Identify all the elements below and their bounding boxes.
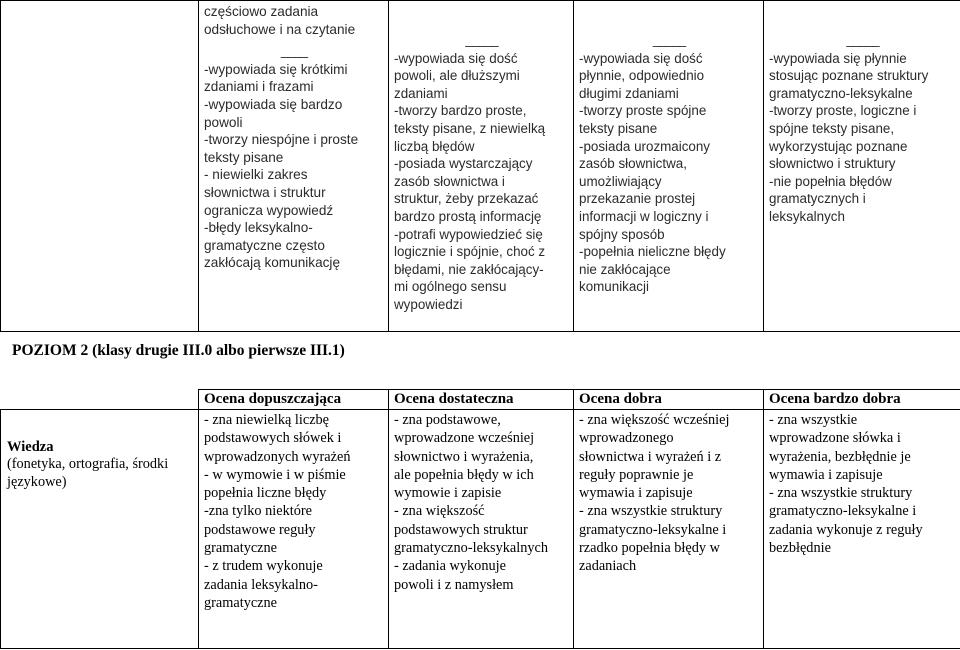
header-row [1,390,960,410]
cell-grade-2: - zna niewielką liczbę podstawowych słówek i wprowadzonych wyrażeń - w wymowie i w piśmie popełnia liczne błędy -zna tylko niektóre podstawowe reguły gramatyczne - z trudem wykonuje zadania leksykalno- gramatyczne [199,410,389,649]
cell-grade-1 [199,1,389,332]
category-cell [1,410,199,649]
category-description: (fonetyka, ortografia, środki językowe) [7,456,169,490]
criteria-table-level-2 [0,389,960,649]
header-grade-4: Ocena dobra [574,390,764,410]
table-row [1,410,960,649]
category-title: Wiedza [7,439,54,455]
cell-grade-4: - zna większość wcześniej wprowadzonego słownictwa i wyrażeń i z reguły poprawnie je wymawia i zapisuje - zna wszystkie struktury gramatyczno-leksykalne i rzadko popełnia błędy w zadaniach [574,410,764,649]
cell-text: -wypowiada się dość płynnie, odpowiednio długimi zdaniami -tworzy proste spójne teksty pisane -posiada urozmaicony zasób słownictwa, umożliwiający przekazanie prostej informacji w logiczny i spójny sposób -popełnia nieliczne błędy nie zakłócające komunikacji [579,50,726,295]
empty-header-cell [1,390,199,410]
header-grade-5: Ocena bardzo dobra [764,390,960,410]
cell-grade-4 [764,1,960,332]
separator-line: ____ [280,43,308,59]
separator-line: _____ [652,32,686,47]
empty-category-cell [1,1,199,332]
separator-line: _____ [846,32,879,47]
cell-grade-3: - zna podstawowe, wprowadzone wcześniej słownictwo i wyrażenia, ale popełnia błędy w ich wymowie i zapisie - zna większość podstawowych struktur gramatyczno-leksykalnych - zadania wykonuje powoli i z namysłem [389,410,574,649]
table-row [1,1,960,332]
cell-grade-3 [574,1,764,332]
level-heading: POZIOM 2 (klasy drugie III.0 albo pierwsze III.1) [12,342,345,359]
cell-text [204,3,384,272]
cell-text: -wypowiada się płynnie stosując poznane struktury gramatyczno-leksykalne -tworzy proste, logiczne i spójne teksty pisane, wykorzystując poznane słownictwo i struktury -nie popełnia błędów gramatycznych i leksykalnych [769,50,929,224]
header-grade-3: Ocena dostateczna [389,390,574,410]
cell-grade-5: - zna wszystkie wprowadzone słówka i wyrażenia, bezbłędnie je wymawia i zapisuje - zna wszystkie struktury gramatyczno-leksykalne i zadania wykonuje z reguły bezbłędnie [764,410,960,649]
cell-text: -wypowiada się dość powoli, ale dłuższymi zdaniami -tworzy bardzo proste, teksty pisane, z niewielką liczbą błędów -posiada wystarczający zasób słownictwa i struktur, żeby przekazać bardzo prostą informację -potrafi wypowiedzieć się logicznie i spójnie, choć z błędami, nie zakłócający- mi ogólnego sensu wypowiedzi [394,50,546,312]
header-grade-2: Ocena dopuszczająca [199,390,389,410]
cell-text-body: -wypowiada się krótkimi zdaniami i frazami -wypowiada się bardzo powoli -tworzy niespójne i proste teksty pisane - niewielki zakres słownictwa i struktur ogranicza wypowiedź -błędy leksykalno- gramatyczne często zakłócają komunikację [204,61,359,271]
cell-text-intro: częściowo zadania odsłuchowe i na czytanie [204,4,356,37]
cell-grade-2 [389,1,574,332]
separator-line: _____ [465,32,498,47]
